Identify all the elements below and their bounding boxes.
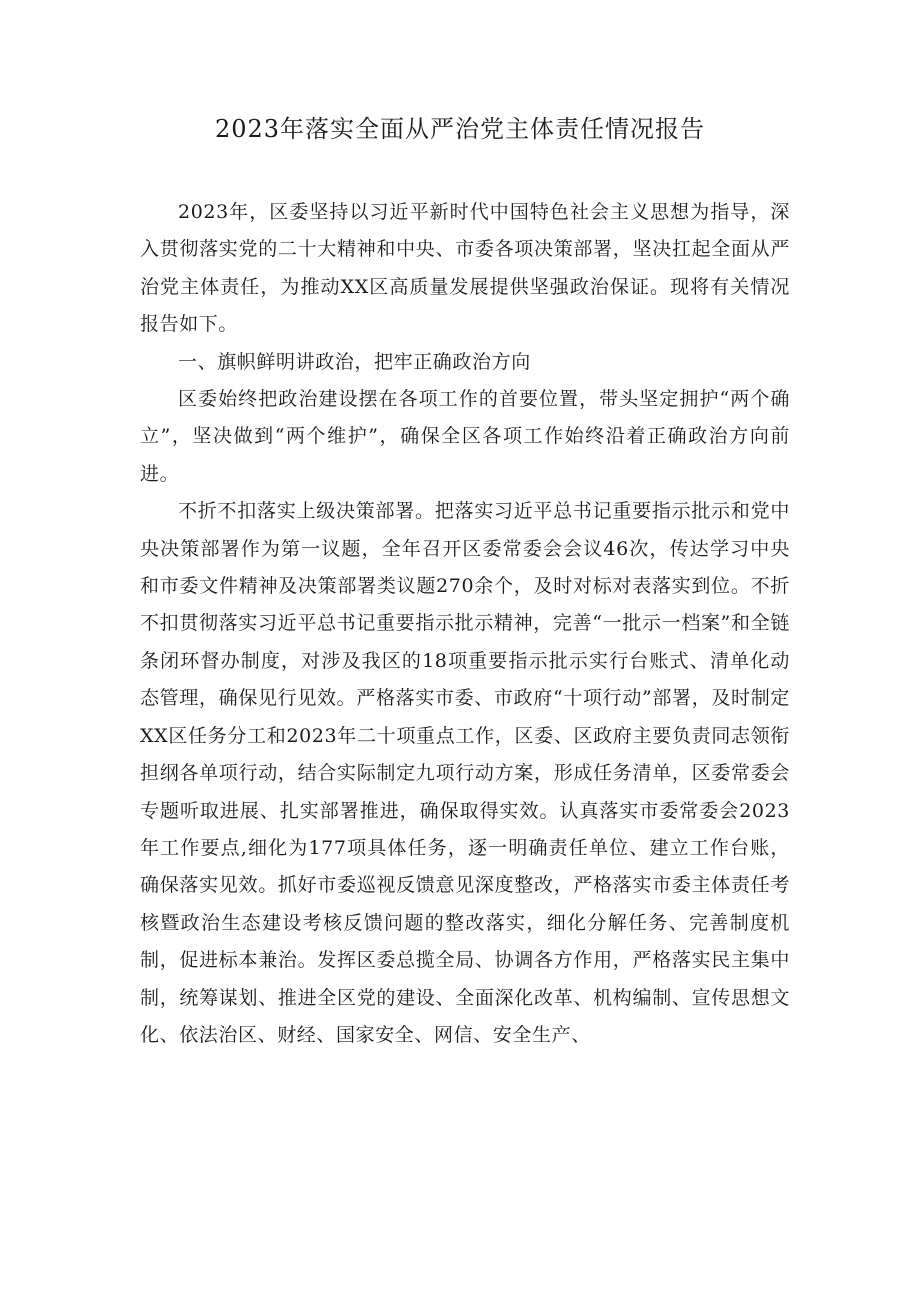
section-1-paragraph-2: 不折不扣落实上级决策部署。把落实习近平总书记重要指示批示和党中央决策部署作为第一议题，全年召开区委常委会会议46次，传达学习中央和市委文件精神及决策部署类议题270余个，及时对标对表落实到位。不折不扣贯彻落实习近平总书记重要指示批示精神，完善“一批示一档案”和全链条闭环督办制度，对涉及我区的18项重要指示批示实行台账式、清单化动态管理，确保见行见效。严格落实市委、市政府“十项行动”部署，及时制定XX区任务分工和2023年二十项重点工作，区委、区政府主要负责同志领衔担纲各单项行动，结合实际制定九项行动方案，形成任务清单，区委常委会专题听取进展、扎实部署推进，确保取得实效。认真落实市委常委会2023年工作要点,细化为177项具体任务，逐一明确责任单位、建立工作台账，确保落实见效。抓好市委巡视反馈意见深度整改，严格落实市委主体责任考核暨政治生态建设考核反馈问题的整改落实，细化分解任务、完善制度机制，促进标本兼治。发挥区委总揽全局、协调各方作用，严格落实民主集中制，统筹谋划、推进全区党的建设、全面深化改革、机构编制、宣传思想文化、依法治区、财经、国家安全、网信、安全生产、 bbox=[140, 500, 790, 1046]
intro-paragraph: 2023年，区委坚持以习近平新时代中国特色社会主义思想为指导，深入贯彻落实党的二十大精神和中央、市委各项决策部署，坚决扛起全面从严治党主体责任，为推动XX区高质量发展提供坚强政治保证。现将有关情况报告如下。 bbox=[140, 201, 790, 336]
document-title: 2023年落实全面从严治党主体责任情况报告 bbox=[214, 115, 706, 143]
section-1-paragraph-1: 区委始终把政治建设摆在各项工作的首要位置，带头坚定拥护“两个确立”，坚决做到“两个维护”，确保全区各项工作始终沿着正确政治方向前进。 bbox=[140, 388, 790, 485]
document-body bbox=[140, 194, 790, 1054]
section-heading-1: 一、旗帜鲜明讲政治，把牢正确政治方向 bbox=[178, 350, 531, 373]
